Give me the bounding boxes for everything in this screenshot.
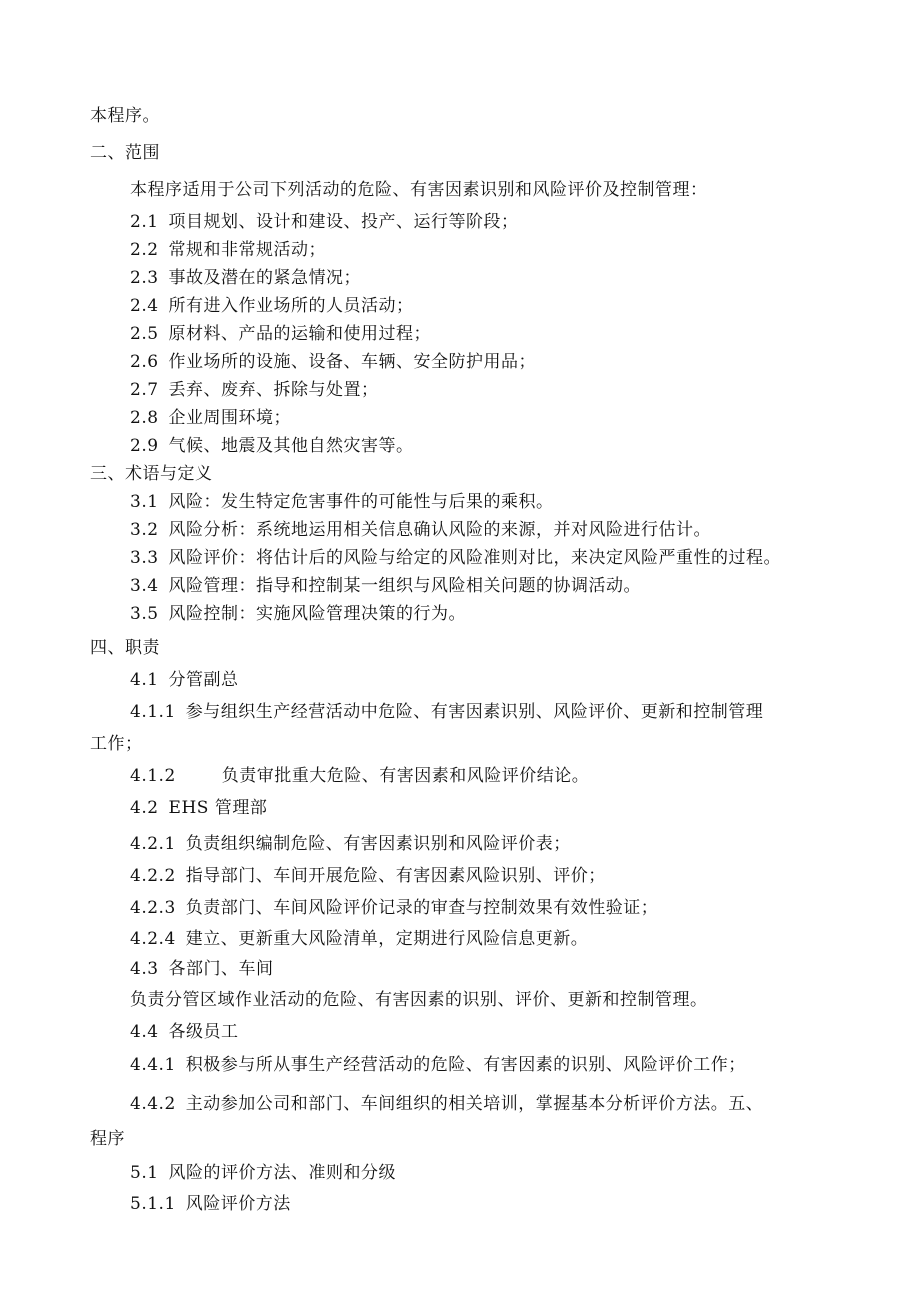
list-item	[130, 1162, 396, 1184]
section-heading: 四、职责	[90, 638, 160, 658]
item-number: 4.3	[130, 959, 159, 979]
list-item	[130, 1193, 291, 1215]
item-number: 5.1	[130, 1163, 159, 1183]
list-item	[130, 958, 274, 980]
item-number: 2.3	[130, 268, 159, 288]
paragraph: 负责分管区域作业活动的危险、有害因素的识别、评价、更新和控制管理。	[130, 990, 708, 1010]
item-text: 各部门、车间	[168, 959, 274, 979]
list-item	[130, 575, 641, 597]
list-item	[130, 897, 658, 919]
list-item	[130, 797, 267, 819]
item-number: 4.1.2	[130, 766, 176, 786]
item-text: 作业场所的设施、设备、车辆、安全防护用品；	[168, 352, 537, 372]
item-number: 4.4.2	[130, 1094, 176, 1114]
item-text: 参与组织生产经营活动中危险、有害因素识别、风险评价、更新和控制管理	[185, 702, 764, 722]
list-item	[130, 491, 554, 513]
list-item	[130, 865, 606, 887]
item-text: 分管副总	[168, 670, 239, 690]
paragraph: 本程序适用于公司下列活动的危险、有害因素识别和风险评价及控制管理：	[130, 180, 708, 200]
item-text: 原材料、产品的运输和使用过程；	[168, 324, 432, 344]
item-text: 丢弃、废弃、拆除与处置；	[168, 380, 379, 400]
list-item	[130, 1093, 763, 1115]
list-item	[130, 1021, 239, 1043]
item-number: 3.3	[130, 548, 159, 568]
item-text: 企业周围环境；	[168, 408, 292, 428]
item-number: 4.2.1	[130, 834, 176, 854]
item-text: 建立、更新重大风险清单，定期进行风险信息更新。	[185, 929, 589, 949]
item-number: 4.4.1	[130, 1055, 176, 1075]
item-number: 2.4	[130, 296, 159, 316]
item-number: 4.1	[130, 670, 159, 690]
list-item	[130, 547, 781, 569]
item-number: 2.2	[130, 240, 159, 260]
item-text: 风险的评价方法、准则和分级	[168, 1163, 397, 1183]
item-text: 积极参与所从事生产经营活动的危险、有害因素的识别、风险评价工作；	[185, 1055, 746, 1075]
item-number: 2.7	[130, 380, 159, 400]
item-number: 3.4	[130, 576, 159, 596]
item-text: 负责组织编制危险、有害因素识别和风险评价表；	[185, 834, 571, 854]
list-item	[130, 323, 431, 345]
item-text: 项目规划、设计和建设、投产、运行等阶段；	[168, 212, 519, 232]
list-item	[130, 1054, 746, 1076]
item-text: 风险管理：指导和控制某一组织与风险相关问题的协调活动。	[168, 576, 642, 596]
item-number: 2.6	[130, 352, 159, 372]
item-number: 4.2.4	[130, 929, 176, 949]
item-number: 4.4	[130, 1022, 159, 1042]
item-number: 4.2.2	[130, 866, 176, 886]
item-text: 风险控制：实施风险管理决策的行为。	[168, 604, 467, 624]
item-text: 所有进入作业场所的人员活动；	[168, 296, 414, 316]
item-number: 3.1	[130, 492, 159, 512]
item-number: 2.5	[130, 324, 159, 344]
item-number: 4.1.1	[130, 702, 176, 722]
item-text: 负责审批重大危险、有害因素和风险评价结论。	[221, 766, 590, 786]
list-item	[130, 379, 379, 401]
list-item	[130, 928, 588, 950]
text-line: 工作；	[90, 734, 143, 754]
item-text: 负责部门、车间风险评价记录的审查与控制效果有效性验证；	[185, 898, 659, 918]
item-text: 各级员工	[168, 1022, 239, 1042]
list-item	[130, 669, 239, 691]
item-number: 5.1.1	[130, 1194, 176, 1214]
list-item	[130, 435, 414, 457]
list-item	[130, 351, 536, 373]
item-number: 4.2	[130, 798, 159, 818]
item-text: 指导部门、车间开展危险、有害因素风险识别、评价；	[185, 866, 606, 886]
list-item	[130, 267, 361, 289]
item-text: EHS 管理部	[168, 798, 268, 818]
list-item	[130, 765, 589, 787]
list-item	[130, 295, 414, 317]
text-line: 本程序。	[90, 106, 160, 126]
list-item	[130, 519, 711, 541]
item-number: 4.2.3	[130, 898, 176, 918]
item-text: 事故及潜在的紧急情况；	[168, 268, 362, 288]
item-text: 风险：发生特定危害事件的可能性与后果的乘积。	[168, 492, 554, 512]
section-heading: 程序	[90, 1129, 125, 1149]
list-item	[130, 833, 571, 855]
item-text: 主动参加公司和部门、车间组织的相关培训，掌握基本分析评价方法。五、	[185, 1094, 764, 1114]
item-number: 2.8	[130, 408, 159, 428]
item-number: 2.1	[130, 212, 159, 232]
item-number: 3.2	[130, 520, 159, 540]
item-text: 风险评价：将估计后的风险与给定的风险准则对比，来决定风险严重性的过程。	[168, 548, 782, 568]
list-item	[130, 603, 466, 625]
item-text: 气候、地震及其他自然灾害等。	[168, 436, 414, 456]
item-text: 风险分析：系统地运用相关信息确认风险的来源，并对风险进行估计。	[168, 520, 712, 540]
item-number: 2.9	[130, 436, 159, 456]
item-number: 3.5	[130, 604, 159, 624]
list-item	[130, 407, 291, 429]
section-heading: 二、范围	[90, 143, 160, 163]
section-heading: 三、术语与定义	[90, 464, 213, 484]
list-item	[130, 701, 763, 723]
list-item	[130, 239, 326, 261]
item-text: 常规和非常规活动；	[168, 240, 327, 260]
list-item	[130, 211, 519, 233]
item-text: 风险评价方法	[185, 1194, 291, 1214]
